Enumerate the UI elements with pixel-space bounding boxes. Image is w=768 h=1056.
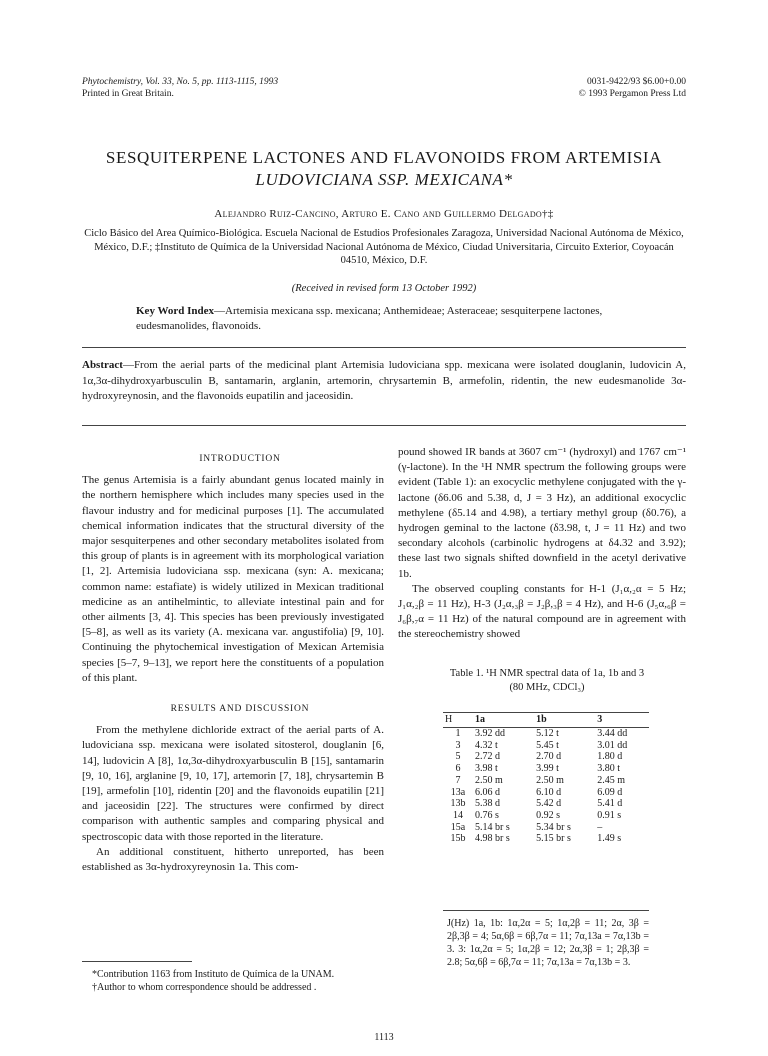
table-header-cell: 1a — [474, 714, 485, 726]
table-header-cell: 3 — [597, 714, 603, 726]
table-cell: 4.32 t — [474, 739, 498, 751]
keywords-label: Key Word Index — [136, 305, 215, 317]
footnote-correspondence: †Author to whom correspondence should be addressed . — [92, 982, 317, 993]
table-cell: 2.70 d — [536, 751, 562, 763]
table-cell: 6 — [455, 763, 461, 775]
introduction-paragraph: The genus Artemisia is a fairly abundant genus located mainly in the northern hemisphere which includes many species used in the flavour industry and for medicinal purposes [1]. The accumulated chemical information indicates that the structural diversity of the major sesquiterpenes and other secondary metabolites isolated from this group of plants is in agreement with its morphological variation [1, 2]. Artemisia ludoviciana ssp. mexicana (syn: A. mexicana; common name: estafiate) is widely utilized in Mexican traditional medicine as an antihelmintic, to alleviate intestinal pain and for other ailments [3, 4]. This species has been previously investigated [5–8], as well as its variety (A. mexicana var. angustifolia) [9, 10]. Continuing the phytochemical investigation of Mexican Artemisia species [5–7, 9–13], we report here the constituents of a population of this plant. — [82, 474, 384, 684]
table-cell: 5.38 d — [474, 798, 500, 810]
table-cell: 3.80 t — [597, 763, 621, 775]
table-header-row — [443, 713, 649, 728]
table-cell: 7 — [455, 774, 461, 786]
table-row — [443, 775, 649, 787]
journal-header — [82, 76, 278, 100]
table-row — [443, 833, 649, 848]
table-header-cell: 1b — [536, 714, 547, 726]
table-row — [443, 822, 649, 834]
table-cell: 2.50 m — [474, 774, 503, 786]
table-bottom-rule — [443, 910, 649, 911]
affiliation: Ciclo Básico del Area Químico-Biológica. Escuela Nacional de Estudios Profesionales Zaragoza, Universidad Nacional Autónoma de México, México, D.F.; ‡Instituto de Química de la Universidad Nacional Autónoma de México, Ciudad Universitaria, Circuito Exterior, Coyoacán 04510, México, D.F. — [84, 228, 684, 266]
copyright: © 1993 Pergamon Press Ltd — [578, 89, 686, 99]
keywords-text: —Artemisia mexicana ssp. mexicana; Anthemideae; Asteraceae; sesquiterpene lactones, eudesmanolides, flavonoids. — [136, 305, 603, 332]
title-line-2: LUDOVICIANA SSP. MEXICANA* — [255, 170, 513, 189]
abstract-top-rule — [82, 347, 686, 348]
journal-citation: Phytochemistry, Vol. 33, No. 5, pp. 1113-1115, 1993 — [82, 77, 279, 87]
title-line-1: SESQUITERPENE LACTONES AND FLAVONOIDS FROM ARTEMISIA — [105, 148, 663, 167]
table-cell: 0.91 s — [597, 809, 622, 821]
table-cell: 13b — [450, 798, 466, 810]
left-column — [82, 452, 384, 875]
footnote-rule — [82, 961, 192, 962]
table-cell: 6.10 d — [536, 786, 562, 798]
keywords — [136, 304, 636, 334]
table-cell: 2.50 m — [536, 774, 564, 786]
table-cell: 5.34 br s — [536, 821, 571, 833]
table-cell: 1 — [455, 728, 461, 739]
results-paragraph-1: From the methylene dichloride extract of the aerial parts of A. ludoviciana ssp. mexicana were isolated sitosterol, douglanin [6, 14], ludovicin A [8], 1α,3α-dihydroxyarbusculin B [15], santamarin [9, 10, 16], arglanine [9, 10, 17], artemorin [7, 18], chrysartemin B [19], armefolin [10], ridentin [20] and the flavonoids eupatilin [21] and jaceosidin [22]. The structures were confirmed by direct comparison with authentic samples and comparing physical and spectroscopic data with those reported in the literature. — [82, 724, 384, 843]
table-cell: 5.45 t — [536, 739, 559, 751]
received-date: (Received in revised form 13 October 1992) — [291, 283, 477, 294]
table-caption: Table 1. ¹H NMR spectral data of 1a, 1b and 3 (80 MHz, CDCl₃) — [449, 668, 645, 693]
abstract-text: —From the aerial parts of the medicinal plant Artemisia ludoviciana spp. mexicana were isolated douglanin, ludovicin A, 1α,3α-dihydroxyarbusculin B, santamarin, arglanin, artemorin, chrysartemin B, armefolin, ridentin, the new eudesmanolide 3α-hydroxyreynosin, and the flavonoids eupatilin and jaceosidin. — [82, 359, 686, 402]
right-paragraph-2: The observed coupling constants for H-1 (J₁α,₂α = 5 Hz; J₁α,₂β = 11 Hz), H-3 (J₂α,₃β = J₂β,₃β = 4 Hz), and H-6 (J₅α,₆β = J₆β,₇α = 11 Hz) of the natural compound are in agreement with the stereochemistry showed — [398, 582, 686, 641]
table-cell: 1.49 s — [597, 833, 622, 845]
table-cell: 0.92 s — [536, 809, 561, 821]
abstract — [82, 358, 686, 405]
table-cell: 6.06 d — [474, 786, 500, 798]
table-row — [443, 740, 649, 752]
introduction-heading: INTRODUCTION — [199, 454, 281, 464]
table-cell: 15b — [450, 833, 466, 845]
table-header-cell: H — [445, 714, 453, 726]
table-cell: 15a — [450, 821, 466, 833]
table-row — [443, 798, 649, 810]
table-row — [443, 787, 649, 799]
results-heading: RESULTS AND DISCUSSION — [170, 704, 310, 715]
table-cell: 3.98 t — [474, 763, 498, 775]
table-cell: 3.99 t — [536, 763, 559, 775]
table-cell: 5.14 br s — [474, 821, 510, 833]
table-cell: 14 — [452, 809, 463, 821]
paper-title — [60, 147, 708, 191]
table-cell: – — [597, 821, 603, 833]
table-cell: 5.41 d — [597, 798, 623, 810]
authors: Alejandro Ruiz-Cancino, Arturo E. Cano and Guillermo Delgado†‡ — [214, 208, 554, 220]
footnote-contribution: *Contribution 1163 from Instituto de Química de la UNAM. — [92, 969, 335, 980]
table-cell: 3.44 dd — [597, 728, 628, 739]
table-cell: 5 — [455, 751, 461, 763]
publisher-header — [579, 76, 686, 100]
issn-price: 0031-9422/93 $6.00+0.00 — [586, 77, 686, 87]
coupling-constants-note: J(Hz) 1a, 1b: 1α,2α = 5; 1α,2β = 11; 2α, 3β = 2β,3β = 4; 5α,6β = 6β,7α = 11; 7α,13a = 7α,13b = 3. 3: 1α,2α = 5; 1α,2β = 12; 2α,3β = 1; 2β,3β = 2.8; 5α,6β = 6β,7α = 11; 7α,13a = 7α,13b = 3. — [447, 918, 649, 968]
table-cell: 0.76 s — [474, 809, 499, 821]
abstract-label: Abstract — [82, 359, 123, 371]
table-cell: 6.09 d — [597, 786, 623, 798]
table-cell: 2.45 m — [597, 774, 626, 786]
table-cell: 4.98 br s — [474, 833, 510, 845]
table-cell: 3 — [455, 739, 461, 751]
table-row — [443, 728, 649, 740]
nmr-table — [443, 712, 649, 848]
page-number: 1113 — [374, 1032, 394, 1043]
footnotes — [82, 968, 392, 994]
table-cell: 5.15 br s — [536, 833, 571, 845]
results-paragraph-2: An additional constituent, hitherto unreported, has been established as 3α-hydroxyreynosin 1a. This com- — [82, 845, 384, 874]
table-cell: 3.92 dd — [474, 728, 505, 739]
table-row — [443, 751, 649, 763]
table-cell: 13a — [450, 786, 466, 798]
right-paragraph-1: pound showed IR bands at 3607 cm⁻¹ (hydroxyl) and 1767 cm⁻¹ (γ-lactone). In the ¹H NMR spectrum the following groups were evident (Table 1): an exocyclic methylene conjugated with the γ-lactone (δ6.06 and 5.38, d, J = 3 Hz), an additional exocyclic methylene (δ5.14 and 4.98), a tertiary methyl group (δ0.76), a hydrogen geminal to the lactone (δ3.98, t, J = 11 Hz) and two secondary alcohols (carbinolic hydrogens at δ4.32 and 3.92); these last two signals shifted downfield in the acetyl derivative 1b. — [398, 446, 686, 580]
table-row — [443, 763, 649, 775]
table-row — [443, 810, 649, 822]
table-cell: 3.01 dd — [597, 739, 628, 751]
table-cell: 1.80 d — [597, 751, 623, 763]
abstract-bottom-rule — [82, 425, 686, 426]
right-column — [398, 445, 686, 643]
printed-location: Printed in Great Britain. — [82, 89, 174, 99]
table-cell: 5.42 d — [536, 798, 562, 810]
table-cell: 2.72 d — [474, 751, 500, 763]
table-cell: 5.12 t — [536, 728, 559, 739]
